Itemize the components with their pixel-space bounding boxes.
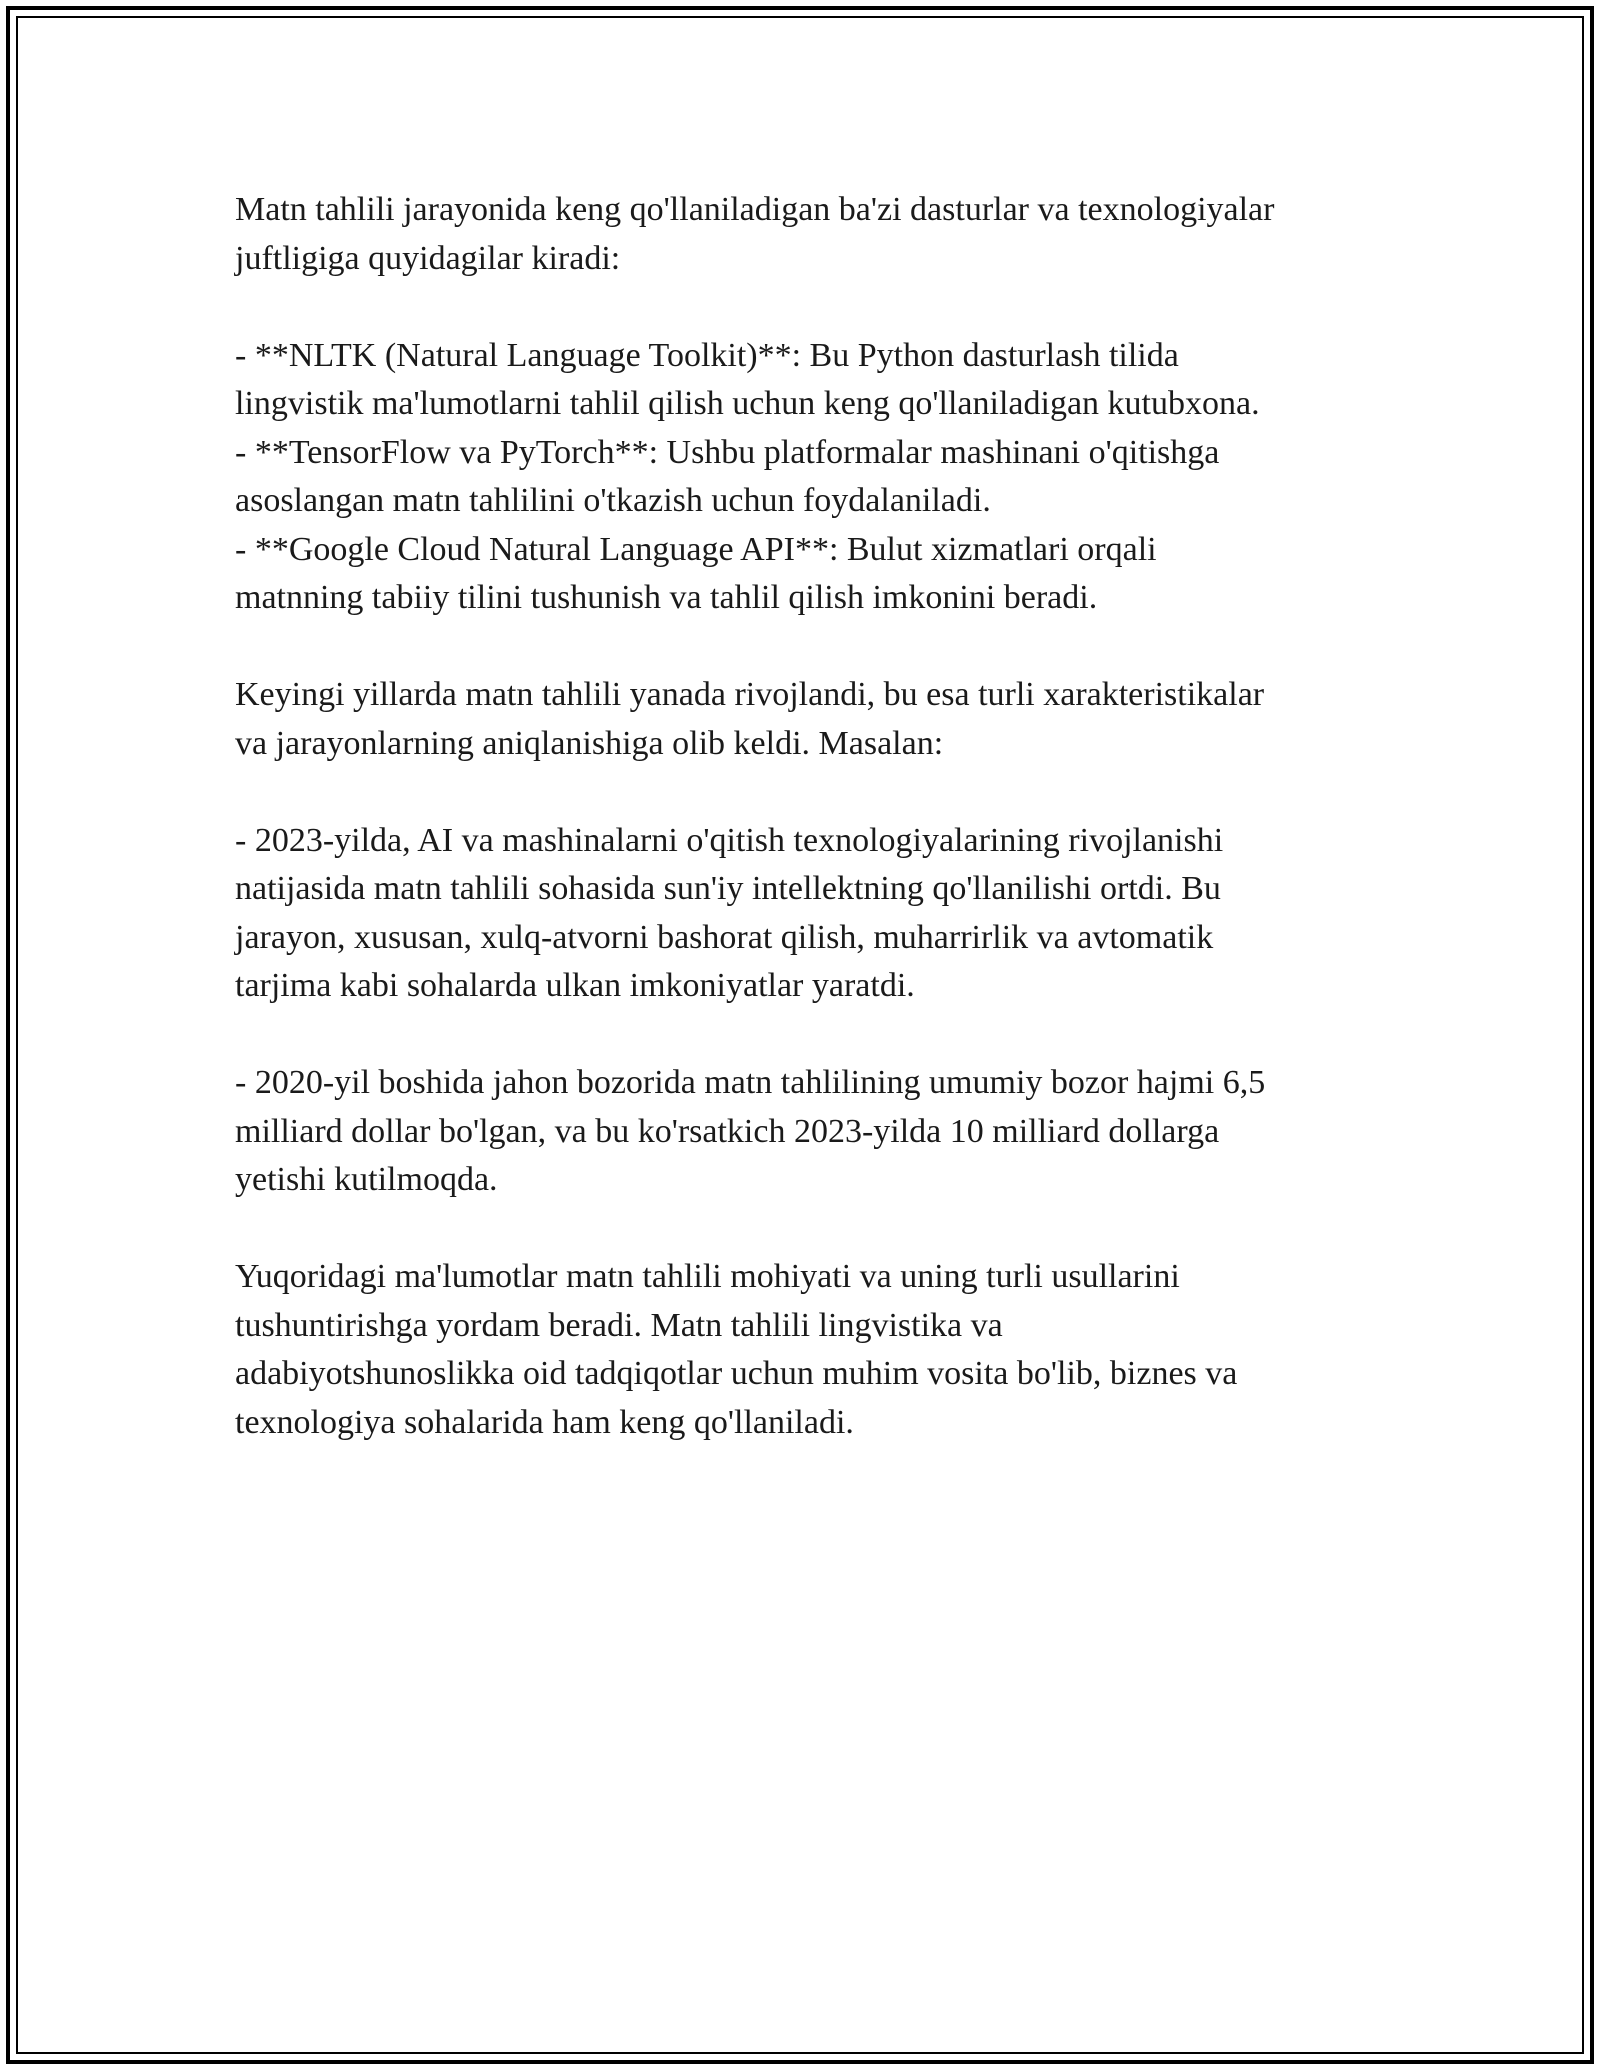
paragraph-2023-item	[235, 817, 1370, 1011]
text-line: tushuntirishga yordam beradi. Matn tahlili lingvistika va	[235, 1306, 1003, 1344]
text-line: natijasida matn tahlili sohasida sun'iy intellektning qo'llanilishi ortdi. Bu	[235, 870, 1221, 907]
text-line: asoslangan matn tahlilini o'tkazish uchun foydalaniladi.	[235, 482, 991, 519]
text-line: - **NLTK (Natural Language Toolkit)**: Bu Python dasturlash tilida	[235, 336, 1179, 374]
text-line: va jarayonlarning aniqlanishiga olib keldi. Masalan:	[235, 724, 944, 762]
paragraph-conclusion	[235, 1253, 1370, 1447]
text-line: matnning tabiiy tilini tushunish va tahlil qilish imkonini beradi.	[235, 579, 1098, 616]
text-line: Keyingi yillarda matn tahlili yanada rivojlandi, bu esa turli xarakteristikalar	[235, 676, 1265, 713]
text-line: tarjima kabi sohalarda ulkan imkoniyatlar yaratdi.	[235, 967, 915, 1004]
text-line: texnologiya sohalarida ham keng qo'llaniladi.	[235, 1403, 854, 1441]
text-line: juftligiga quyidagilar kiradi:	[235, 239, 621, 277]
text-line: milliard dollar bo'lgan, va bu ko'rsatkich 2023-yilda 10 milliard dollarga	[235, 1112, 1220, 1150]
text-line: Yuqoridagi ma'lumotlar matn tahlili mohiyati va uning turli usullarini	[235, 1258, 1180, 1295]
paragraph-intro	[235, 186, 1370, 283]
paragraph-2020-item	[235, 1059, 1370, 1205]
text-line: jarayon, xususan, xulq-atvorni bashorat qilish, muharrirlik va avtomatik	[235, 918, 1214, 956]
text-line: - **Google Cloud Natural Language API**: Bulut xizmatlari orqali	[235, 530, 1157, 568]
text-line: Matn tahlili jarayonida keng qo'llaniladigan ba'zi dasturlar va texnologiyalar	[235, 191, 1275, 228]
paragraph-development	[235, 671, 1370, 768]
text-line: adabiyotshunoslikka oid tadqiqotlar uchun muhim vosita bo'lib, biznes va	[235, 1355, 1238, 1392]
text-line: - 2020-yil boshida jahon bozorida matn tahlilining umumiy bozor hajmi 6,5	[235, 1064, 1266, 1101]
text-line: yetishi kutilmoqda.	[235, 1161, 498, 1198]
text-line: lingvistik ma'lumotlarni tahlil qilish uchun keng qo'llaniladigan kutubxona.	[235, 385, 1260, 422]
document-body	[235, 186, 1370, 1496]
paragraph-tools-list	[235, 332, 1370, 623]
text-line: - 2023-yilda, AI va mashinalarni o'qitish texnologiyalarining rivojlanishi	[235, 821, 1224, 859]
text-line: - **TensorFlow va PyTorch**: Ushbu platformalar mashinani o'qitishga	[235, 433, 1220, 471]
